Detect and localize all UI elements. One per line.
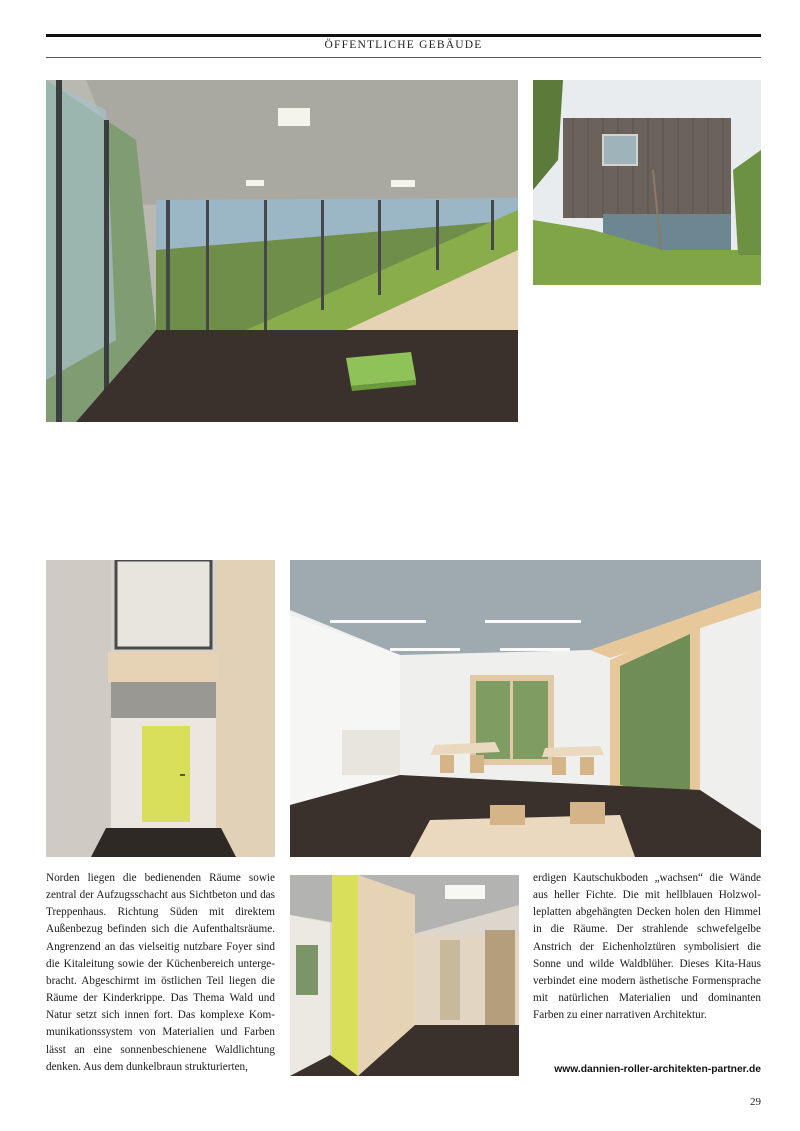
body-paragraph-left: Norden liegen die bedienenden Räume sowie zentral der Aufzugsschacht aus Sichtbeton und das Treppenhaus. Richtung Süden mit direktem Außenbezug befinden sich die Aufenthaltsräume. Angrenzend an das vielseitig nutzbare Foyer sind die Kitaleitung sowie der Küchenbereich untergebracht. Abgeschirmt im östlichen Teil liegen die Räume der Kinderkrippe. Das Thema Wald und Natur setzt sich innen fort. Das komplexe Kommunikationssystem von Materialien und Farben lässt an eine sonnenbeschienene Waldlichtung denken. Aus dem dunkelbraun strukturierten, <box>46 872 275 1073</box>
photo-building-exterior <box>533 80 761 285</box>
header-rule-bottom <box>46 57 761 58</box>
page-number: 29 <box>750 1096 761 1108</box>
body-text-left-column <box>46 870 275 1076</box>
photo-stairwell-yellow-door <box>46 560 275 857</box>
header-rule-top <box>46 34 761 37</box>
website-link[interactable]: www.dannien-roller-architekten-partner.de <box>554 1064 761 1075</box>
section-label: ÖFFENTLICHE GEBÄUDE <box>324 39 483 51</box>
photo-corridor <box>290 875 519 1076</box>
photo-classroom <box>290 560 761 857</box>
photo-interior-hall <box>46 80 518 422</box>
body-paragraph-right: erdigen Kautschukboden „wachsen“ die Wände aus heller Fichte. Die mit hellblauen Holzwolleplatten abgehängten Decken holen den Himmel in die Räume. Der strahlende schwefelgelbe Anstrich der Eichenholztüren symbolisiert die Sonne und wilde Waldblüher. Dieses Kita-Haus verbindet eine modern ästhetische Formensprache mit natürlichen Materialien und dominanten Farben zu einer narrativen Architektur. <box>533 872 761 1022</box>
body-text-right-column <box>533 870 761 1024</box>
